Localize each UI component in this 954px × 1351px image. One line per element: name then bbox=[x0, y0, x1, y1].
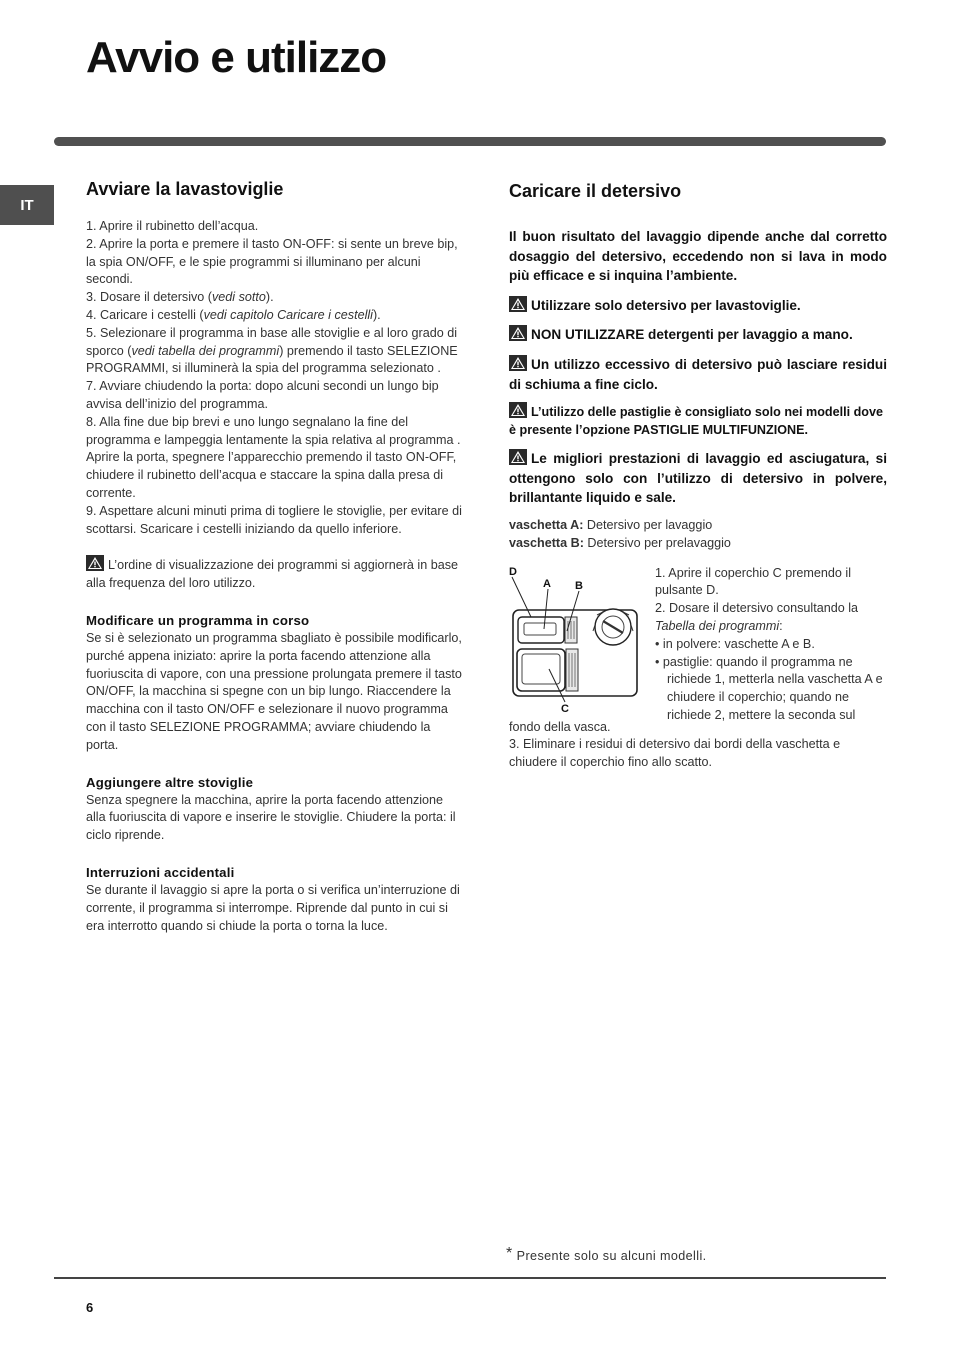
warning-hand-detergent bbox=[509, 325, 887, 345]
step-5-text: 5. Selezionare il programma in base alle stoviglie e al loro grado di sporco ( bbox=[86, 325, 458, 358]
dispenser-section bbox=[509, 565, 887, 731]
footnote-text: Presente solo su alcuni modelli. bbox=[516, 1249, 707, 1263]
warning-3-text: Un utilizzo eccessivo di detersivo può lasciare residui di schiuma a fine ciclo. bbox=[509, 356, 887, 392]
program-order-note bbox=[86, 555, 466, 593]
label-a: A bbox=[543, 577, 551, 590]
bullet-tablets: • pastiglie: quando il programma ne richiede 1, metterla nella vaschetta A e chiudere il coperchio; quando ne richiede 2, mettere la seconda sul bbox=[655, 654, 883, 722]
detergent-dispenser-diagram bbox=[509, 565, 644, 715]
add-dishes-text: Senza spegnere la macchina, aprire la porta facendo attenzione alla fuoriuscita di vapore e inserire le stoviglie. Chiudere la porta: il ciclo riprende. bbox=[86, 792, 456, 843]
step-4-ref: vedi capitolo Caricare i cestelli bbox=[203, 307, 373, 322]
step-2: 2. Aprire la porta e premere il tasto ON-OFF: si sente un breve bip, la spia ON/OFF, e le spie programmi si illuminano per alcuni secondi. bbox=[86, 236, 458, 287]
interruptions-heading: Interruzioni accidentali bbox=[86, 864, 235, 880]
step-4 bbox=[86, 307, 466, 325]
warning-5-text: Le migliori prestazioni di lavaggio ed asciugatura, si ottengono solo con l’utilizzo di detersivo in polvere, brillantante liquido e sale. bbox=[509, 451, 887, 506]
dispenser-steps bbox=[655, 565, 889, 725]
compartment-a bbox=[509, 517, 887, 535]
step-4-text: 4. Caricare i cestelli ( bbox=[86, 307, 204, 322]
detergent-heading: Caricare il detersivo bbox=[509, 181, 682, 201]
label-c: C bbox=[561, 702, 569, 715]
step-3 bbox=[86, 289, 466, 307]
footnote-mark: * bbox=[506, 1245, 513, 1262]
modify-program-text: Se si è selezionato un programma sbagliato è possibile modificarlo, purché appena iniziato: aprire la porta facendo attenzione alla fuoriuscita di vapore, con una pressione prolungata premere il tasto ON/OFF, la macchina si spegne con un bip lungo. Riaccendere la macchina con il tasto ON/OFF e selezionare il nuovo programma con il tasto SELEZIONE PROGRAMMA; avviare chiudendo la porta. bbox=[86, 630, 462, 752]
page-title: Avvio e utilizzo bbox=[86, 33, 387, 82]
dispenser-step-1: 1. Aprire il coperchio C premendo il pulsante D. bbox=[655, 565, 851, 598]
warning-dishwasher-detergent bbox=[509, 296, 887, 316]
program-order-note-text: L’ordine di visualizzazione dei programmi si aggiornerà in base alla frequenza del loro utilizzo. bbox=[86, 558, 459, 591]
detergent-intro: Il buon risultato del lavaggio dipende anche dal corretto dosaggio del detersivo, eccedendo non si lava in modo più efficace e si inquina l’ambiente. bbox=[509, 229, 887, 284]
step-8: 8. Alla fine due bip brevi e uno lungo segnalano la fine del programma e lampeggia lentamente la spia relativa al programma . Aprire la porta, spegnere l’apparecchio premendo il tasto ON-OFF, chiudere il rubinetto dell’acqua e staccare la spina dalla presa di corrente. bbox=[86, 414, 461, 500]
step-3-ref: vedi sotto bbox=[212, 290, 266, 305]
warning-icon bbox=[509, 325, 527, 341]
step-9: 9. Aspettare alcuni minuti prima di togliere le stoviglie, per evitare di scottarsi. Scaricare i cestelli iniziando da quello inferiore. bbox=[86, 503, 462, 536]
compartment-a-text: Detersivo per lavaggio bbox=[583, 517, 713, 532]
dispenser-step-3: 3. Eliminare i residui di detersivo dai bordi della vaschetta e chiudere il coperchio fino allo scatto. bbox=[509, 737, 841, 770]
label-b: B bbox=[575, 579, 583, 592]
step-5 bbox=[86, 325, 466, 378]
dispenser-step-2-continued: fondo della vasca. bbox=[509, 719, 611, 734]
compartment-b-text: Detersivo per prelavaggio bbox=[583, 535, 731, 550]
label-d: D bbox=[509, 565, 517, 578]
footnote bbox=[506, 1245, 707, 1263]
right-column bbox=[509, 180, 887, 772]
dispenser-step-2-ref: Tabella dei programmi bbox=[655, 618, 780, 633]
bottom-divider bbox=[54, 1277, 886, 1279]
step-5-ref: vedi tabella dei programmi bbox=[131, 343, 280, 358]
dispenser-step-2-text: 2. Dosare il detersivo consultando la bbox=[655, 601, 859, 616]
warning-icon bbox=[509, 355, 527, 371]
language-tab: IT bbox=[0, 185, 54, 225]
dispenser-step-2-end: : bbox=[779, 618, 783, 633]
top-divider bbox=[54, 137, 886, 146]
left-column bbox=[86, 178, 466, 935]
warning-icon bbox=[509, 449, 527, 465]
page-number: 6 bbox=[86, 1300, 94, 1315]
step-7: 7. Avviare chiudendo la porta: dopo alcuni secondi un lungo bip avvisa dell’inizio del programma. bbox=[86, 379, 439, 411]
compartment-b bbox=[509, 535, 887, 553]
add-dishes-heading: Aggiungere altre stoviglie bbox=[86, 774, 254, 790]
step-4-end: ). bbox=[372, 307, 381, 322]
warning-1-text: Utilizzare solo detersivo per lavastoviglie. bbox=[531, 297, 801, 313]
warning-excess-detergent bbox=[509, 355, 887, 394]
warning-tablets bbox=[509, 402, 887, 439]
warning-2-text: NON UTILIZZARE detergenti per lavaggio a mano. bbox=[531, 327, 853, 343]
warning-icon bbox=[509, 402, 527, 418]
step-3-end: ). bbox=[265, 290, 274, 305]
step-5-end: ) premendo il tasto SELEZIONE PROGRAMMI, si illuminerà la spia del programma selezionato . bbox=[86, 343, 458, 376]
warning-icon bbox=[86, 555, 104, 571]
dispenser-step-2 bbox=[655, 600, 889, 636]
warning-icon bbox=[509, 296, 527, 312]
compartment-a-label: vaschetta A: bbox=[509, 517, 584, 532]
bullet-powder: • in polvere: vaschette A e B. bbox=[655, 636, 815, 651]
step-3-text: 3. Dosare il detersivo ( bbox=[86, 290, 212, 305]
interruptions-text: Se durante il lavaggio si apre la porta o si verifica un’interruzione di corrente, il programma si interrompe. Riprende dal punto in cui si era interrotto quando si chiude la porta o torna la luce. bbox=[86, 882, 460, 933]
modify-program-heading: Modificare un programma in corso bbox=[86, 612, 310, 628]
warning-4-text: L’utilizzo delle pastiglie è consigliato solo nei modelli dove è presente l’opzione PASTIGLIE MULTIFUNZIONE. bbox=[509, 405, 883, 438]
start-heading: Avviare la lavastoviglie bbox=[86, 179, 284, 199]
warning-best-performance bbox=[509, 449, 887, 508]
compartment-b-label: vaschetta B: bbox=[509, 535, 584, 550]
step-1: 1. Aprire il rubinetto dell’acqua. bbox=[86, 219, 259, 233]
